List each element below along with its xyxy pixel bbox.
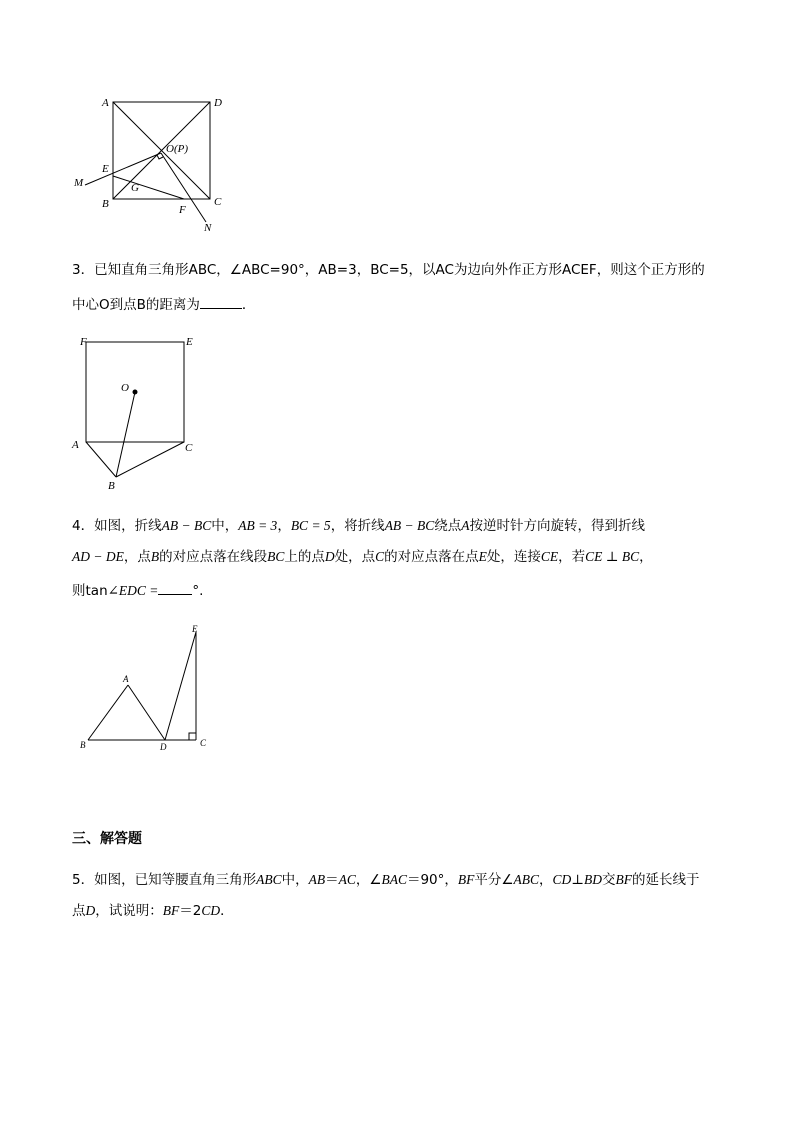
q4-m: A — [461, 518, 470, 533]
q4-t: 处，点 — [334, 549, 376, 565]
q5-m: D — [85, 903, 96, 918]
q4-t: ，点 — [123, 549, 151, 565]
label-b: B — [80, 740, 86, 750]
q5-line-2 — [72, 902, 234, 920]
q4-m: C — [375, 549, 385, 564]
q5-t: ． — [220, 903, 234, 919]
label-m: M — [74, 177, 84, 189]
q4-m: BC = 5 — [290, 518, 331, 533]
q5-m: BF — [162, 903, 180, 918]
ray-pm — [85, 153, 161, 185]
q5-m: BF — [615, 872, 632, 887]
figure-q2-square — [60, 90, 240, 240]
q4-t: 的对应点落在点 — [384, 549, 479, 565]
label-e: E — [192, 624, 198, 634]
q5-m: AC — [338, 872, 356, 887]
q4-m: ∠EDC = — [107, 583, 159, 598]
label-o-p: O(P) — [166, 143, 188, 155]
q4-t: 则tan — [72, 583, 108, 599]
label-e: E — [186, 336, 193, 348]
q3-line-1 — [72, 261, 705, 279]
q4-line-1 — [72, 517, 645, 535]
q4-m: AD − DE — [72, 549, 124, 564]
q5-line-1 — [72, 871, 699, 889]
q5-m: AB — [308, 872, 326, 887]
label-b: B — [102, 198, 109, 210]
q4-t: 中， — [211, 518, 239, 534]
q4-t: 处，连接 — [486, 549, 541, 565]
label-b: B — [108, 480, 115, 492]
q4-m: AB − BC — [161, 518, 212, 533]
q4-t: ，将折线 — [330, 518, 385, 534]
q4-t: 按逆时针方向旋转，得到折线 — [469, 518, 646, 534]
q4-t: 的对应点落在线段 — [159, 549, 268, 565]
q5-t: 的延长线于 — [631, 872, 700, 888]
q5-m: BAC — [381, 872, 407, 887]
q4-line-2 — [72, 548, 653, 566]
q5-t: ＝ — [325, 872, 339, 888]
label-a: A — [72, 439, 79, 451]
q4-m: CE — [540, 549, 559, 564]
q4-m: E — [478, 549, 487, 564]
q4-t: 绕点 — [434, 518, 462, 534]
q5-m: ABC — [513, 872, 540, 887]
q5-t: ，试说明： — [95, 903, 163, 919]
label-a: A — [123, 674, 129, 684]
q4-t: 4．如图，折线 — [72, 518, 162, 534]
q5-m: ABC — [256, 872, 282, 887]
label-n: N — [204, 222, 212, 234]
q3-answer-blank[interactable] — [200, 294, 242, 309]
q3-line-2 — [72, 294, 255, 314]
segment-ab — [88, 685, 128, 740]
q4-t: ， — [639, 549, 653, 565]
q4-line-3 — [72, 580, 203, 600]
q4-m: B — [150, 549, 160, 564]
label-f: F — [80, 336, 87, 348]
q3-text-2: 中心O到点B的距离为 — [72, 297, 200, 313]
label-c: C — [185, 442, 193, 454]
q4-t: 上的点 — [284, 549, 325, 565]
q5-t: ＝90°， — [406, 872, 458, 888]
segment-ob — [116, 392, 135, 477]
section-heading: 三、解答题 — [72, 831, 142, 847]
q5-t: ， — [539, 872, 553, 888]
figure-q3-square — [60, 330, 210, 495]
label-e: E — [102, 163, 109, 175]
label-d: D — [214, 97, 222, 109]
q3-text-1: 3．已知直角三角形ABC，∠ABC=90°，AB=3，BC=5，以AC为边向外作正方形ACEF，则这个正方形的 — [72, 262, 705, 278]
q4-m: D — [324, 549, 335, 564]
label-f: F — [179, 204, 186, 216]
label-g: G — [131, 182, 139, 194]
center-point-o — [133, 390, 138, 395]
q4-answer-blank[interactable] — [158, 580, 192, 595]
q4-t: ，若 — [558, 549, 586, 565]
q4-m: BC — [267, 549, 285, 564]
label-c: C — [214, 196, 222, 208]
q5-t: 5．如图，已知等腰直角三角形 — [72, 872, 257, 888]
q5-t: ＝2 — [179, 903, 202, 919]
label-a: A — [102, 97, 109, 109]
right-angle-mark — [189, 733, 196, 740]
segment-bc — [116, 442, 184, 477]
q4-m: AB = 3 — [238, 518, 278, 533]
q4-t: ， — [277, 518, 291, 534]
q4-m: CE ⊥ BC — [585, 549, 640, 564]
q5-t: 平分∠ — [474, 872, 514, 888]
segment-ad — [128, 685, 165, 740]
q5-t: 交 — [601, 872, 616, 888]
label-c: C — [200, 738, 207, 748]
label-o: O — [121, 382, 129, 394]
q5-t: 中， — [281, 872, 309, 888]
q3-text-3: ． — [241, 297, 256, 313]
segment-ef — [113, 176, 184, 199]
q5-t: ，∠ — [355, 872, 382, 888]
q5-m: CD — [201, 903, 221, 918]
q4-m: AB − BC — [384, 518, 435, 533]
q5-m: BF — [457, 872, 475, 887]
q5-m: CD⊥BD — [552, 872, 602, 887]
segment-ab — [86, 442, 116, 477]
q5-t: 点 — [72, 903, 86, 919]
figure-q4-rotation — [70, 620, 220, 755]
label-d: D — [160, 742, 167, 752]
segment-de — [165, 632, 196, 740]
q4-t: °. — [192, 583, 204, 599]
